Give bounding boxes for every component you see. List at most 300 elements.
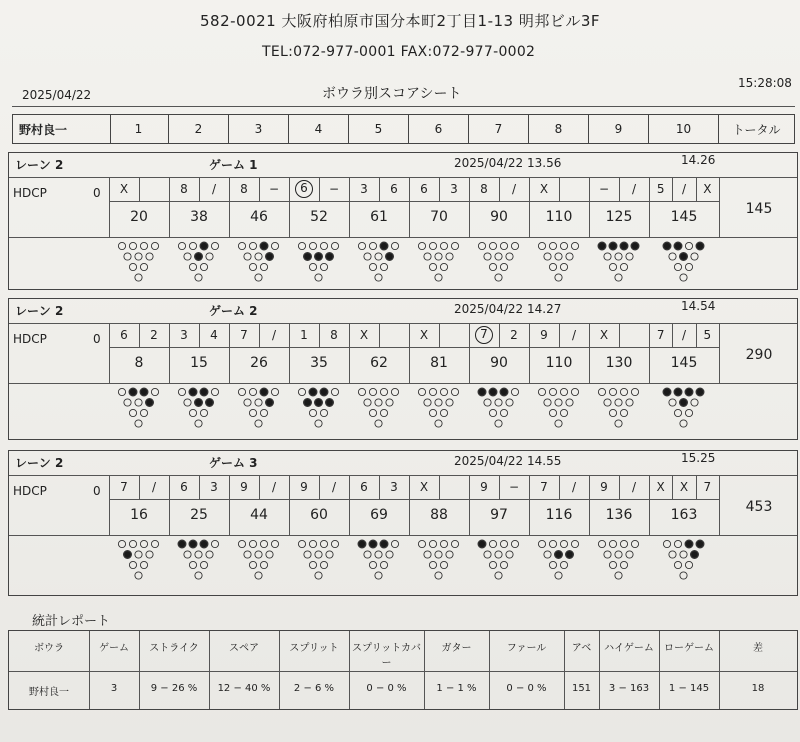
pin-9-down bbox=[140, 242, 147, 249]
pin-1-down bbox=[435, 572, 442, 579]
pin-9-standing bbox=[320, 388, 328, 396]
grid-line bbox=[499, 323, 500, 347]
grid-line bbox=[319, 177, 320, 201]
roll-mark: 9 bbox=[540, 328, 548, 342]
pin-8-down bbox=[549, 242, 556, 249]
roll-mark: − bbox=[598, 182, 610, 196]
pin-3-down bbox=[685, 561, 692, 568]
roll-mark: 2 bbox=[510, 328, 518, 342]
frame-number-1: 1 bbox=[109, 115, 169, 143]
pin-2-down bbox=[674, 409, 681, 416]
grid-line bbox=[599, 631, 600, 709]
grid-line bbox=[349, 177, 350, 237]
pin-9-down bbox=[560, 388, 567, 395]
cumulative-score: 35 bbox=[310, 355, 328, 371]
grid-line bbox=[109, 499, 719, 500]
pin-4-down bbox=[184, 253, 191, 260]
pin-diagram bbox=[417, 539, 461, 587]
pin-1-down bbox=[315, 274, 322, 281]
pin-3-down bbox=[560, 561, 567, 568]
pin-8-standing bbox=[129, 388, 137, 396]
header-time: 15:28:08 bbox=[738, 76, 792, 90]
pin-6-down bbox=[326, 551, 333, 558]
pin-diagram bbox=[417, 241, 461, 289]
header-date: 2025/04/22 bbox=[22, 88, 92, 102]
pin-2-down bbox=[129, 561, 136, 568]
grid-line bbox=[529, 177, 530, 237]
roll-mark: / bbox=[681, 182, 687, 196]
frame-number-7: 7 bbox=[469, 115, 529, 143]
pin-1-down bbox=[255, 274, 262, 281]
game-block-2 bbox=[8, 298, 798, 440]
grid-line bbox=[564, 631, 565, 709]
pin-8-standing bbox=[674, 388, 682, 396]
pin-9-down bbox=[620, 388, 627, 395]
pin-3-down bbox=[380, 561, 387, 568]
roll-mark: 6 bbox=[390, 182, 398, 196]
pin-8-down bbox=[369, 242, 376, 249]
pin-9-down bbox=[500, 242, 507, 249]
pin-9-down bbox=[440, 242, 447, 249]
cumulative-score: 8 bbox=[134, 355, 144, 371]
pin-9-down bbox=[440, 540, 447, 547]
stats-table bbox=[8, 630, 798, 710]
pin-diagram bbox=[177, 387, 221, 435]
game-end-time: 14.54 bbox=[681, 299, 716, 313]
grid-line bbox=[469, 475, 470, 535]
pin-diagram bbox=[662, 241, 706, 289]
cumulative-score: 25 bbox=[190, 507, 208, 523]
game-total: 145 bbox=[745, 201, 773, 217]
pin-8-down bbox=[129, 540, 136, 547]
pin-2-down bbox=[369, 561, 376, 568]
pin-10-down bbox=[391, 242, 398, 249]
pin-1-down bbox=[615, 572, 622, 579]
roll-mark: X bbox=[656, 480, 665, 494]
roll-mark: 8 bbox=[180, 182, 188, 196]
pin-8-standing bbox=[309, 388, 317, 396]
pin-diagram bbox=[357, 241, 401, 289]
pin-10-down bbox=[211, 540, 218, 547]
roll-mark: 7 bbox=[656, 328, 665, 342]
pin-1-down bbox=[555, 420, 562, 427]
pin-10-down bbox=[331, 242, 338, 249]
pin-6-down bbox=[386, 399, 393, 406]
cumulative-score: 130 bbox=[605, 355, 633, 371]
hdcp-value: 0 bbox=[93, 186, 101, 200]
pin-8-down bbox=[674, 540, 681, 547]
pin-5-down bbox=[555, 399, 562, 406]
pin-8-down bbox=[489, 242, 496, 249]
pin-2-down bbox=[429, 263, 436, 270]
pin-3-down bbox=[560, 263, 567, 270]
pin-9-standing bbox=[200, 242, 208, 250]
grid-line bbox=[199, 177, 200, 201]
pin-5-down bbox=[255, 399, 262, 406]
pin-diagram bbox=[597, 241, 641, 289]
pin-6-down bbox=[566, 399, 573, 406]
pin-10-standing bbox=[696, 388, 704, 396]
pin-3-down bbox=[685, 409, 692, 416]
pin-4-down bbox=[544, 253, 551, 260]
pin-10-down bbox=[511, 540, 518, 547]
pin-2-down bbox=[429, 409, 436, 416]
pin-8-down bbox=[609, 540, 616, 547]
stats-value-cell: 12 − 40 % bbox=[217, 683, 271, 694]
grid-line bbox=[719, 323, 720, 383]
pin-5-down bbox=[495, 253, 502, 260]
pin-3-down bbox=[440, 561, 447, 568]
frame-number-6: 6 bbox=[409, 115, 469, 143]
pin-7-down bbox=[538, 540, 545, 547]
pin-4-standing bbox=[304, 253, 312, 261]
pin-4-down bbox=[669, 253, 676, 260]
cumulative-score: 110 bbox=[545, 209, 573, 225]
game-start-time: 2025/04/22 14.55 bbox=[454, 454, 562, 468]
cumulative-score: 70 bbox=[430, 209, 448, 225]
pin-4-down bbox=[244, 551, 251, 558]
pin-diagram bbox=[297, 539, 341, 587]
pin-3-down bbox=[260, 409, 267, 416]
pin-2-down bbox=[489, 561, 496, 568]
pin-3-down bbox=[620, 409, 627, 416]
pin-5-down bbox=[315, 551, 322, 558]
pin-4-down bbox=[124, 399, 131, 406]
pin-7-standing bbox=[663, 388, 671, 396]
stats-header-cell: ストライク bbox=[149, 643, 199, 654]
roll-mark: − bbox=[508, 480, 520, 494]
pin-5-down bbox=[135, 551, 142, 558]
pin-1-down bbox=[135, 420, 142, 427]
stats-value-cell: 1 − 145 bbox=[668, 683, 710, 694]
pin-diagram bbox=[237, 539, 281, 587]
cumulative-score: 97 bbox=[490, 507, 508, 523]
pin-4-down bbox=[484, 399, 491, 406]
roll-mark: 9 bbox=[480, 480, 488, 494]
pin-diagram bbox=[477, 539, 521, 587]
pin-10-down bbox=[451, 242, 458, 249]
pin-1-down bbox=[435, 274, 442, 281]
pin-4-standing bbox=[124, 551, 132, 559]
pin-5-down bbox=[435, 253, 442, 260]
stats-header-cell: 差 bbox=[753, 643, 763, 654]
pin-2-down bbox=[309, 561, 316, 568]
cumulative-score: 163 bbox=[670, 507, 698, 523]
grid-line bbox=[199, 323, 200, 347]
lane-label: レーン 2 bbox=[15, 456, 64, 470]
pin-5-down bbox=[135, 399, 142, 406]
pin-8-down bbox=[429, 540, 436, 547]
pin-6-down bbox=[566, 253, 573, 260]
pin-6-standing bbox=[326, 399, 334, 407]
roll-mark: 3 bbox=[450, 182, 458, 196]
pin-1-down bbox=[555, 274, 562, 281]
pin-8-standing bbox=[189, 388, 197, 396]
grid-line bbox=[489, 631, 490, 709]
pin-3-down bbox=[560, 409, 567, 416]
pin-10-down bbox=[271, 540, 278, 547]
pin-1-down bbox=[680, 274, 687, 281]
roll-mark: 8 bbox=[240, 182, 248, 196]
pin-3-down bbox=[620, 561, 627, 568]
grid-line bbox=[619, 475, 620, 499]
pin-1-down bbox=[680, 572, 687, 579]
roll-mark: X bbox=[679, 480, 689, 494]
grid-line bbox=[9, 177, 797, 178]
pin-8-down bbox=[609, 388, 616, 395]
grid-line bbox=[424, 631, 425, 709]
roll-mark: 7 bbox=[240, 328, 248, 342]
pin-7-down bbox=[418, 540, 425, 547]
grid-line bbox=[109, 347, 719, 348]
grid-line bbox=[619, 177, 620, 201]
pin-4-down bbox=[424, 399, 431, 406]
pin-8-down bbox=[249, 540, 256, 547]
pin-9-standing bbox=[620, 242, 628, 250]
pin-10-down bbox=[571, 242, 578, 249]
roll-mark: 8 bbox=[330, 328, 338, 342]
pin-7-down bbox=[418, 242, 425, 249]
grid-line bbox=[139, 631, 140, 709]
pin-5-down bbox=[375, 253, 382, 260]
pin-2-down bbox=[249, 263, 256, 270]
pin-8-standing bbox=[369, 540, 377, 548]
cumulative-score: 145 bbox=[670, 355, 698, 371]
pin-8-down bbox=[429, 242, 436, 249]
grid-line bbox=[349, 475, 350, 535]
grid-line bbox=[659, 631, 660, 709]
roll-mark: − bbox=[268, 182, 280, 196]
pin-7-standing bbox=[478, 388, 486, 396]
roll-mark: / bbox=[271, 480, 277, 494]
pin-5-standing bbox=[195, 253, 203, 261]
pin-9-standing bbox=[685, 540, 693, 548]
pin-1-down bbox=[375, 274, 382, 281]
cumulative-score: 90 bbox=[490, 209, 508, 225]
pin-10-down bbox=[391, 388, 398, 395]
roll-mark: X bbox=[359, 328, 369, 342]
roll-mark: X bbox=[419, 480, 429, 494]
pin-5-down bbox=[555, 253, 562, 260]
cumulative-score: 52 bbox=[310, 209, 328, 225]
stats-header-cell: ローゲーム bbox=[664, 643, 714, 654]
pin-7-down bbox=[118, 540, 125, 547]
pin-1-down bbox=[315, 572, 322, 579]
grid-line bbox=[409, 177, 410, 237]
cumulative-score: 62 bbox=[370, 355, 388, 371]
pin-2-down bbox=[129, 263, 136, 270]
pin-6-down bbox=[626, 253, 633, 260]
grid-line bbox=[529, 323, 530, 383]
frame-number-4: 4 bbox=[289, 115, 349, 143]
pin-1-down bbox=[255, 420, 262, 427]
grid-line bbox=[229, 323, 230, 383]
pin-2-down bbox=[674, 263, 681, 270]
pin-2-down bbox=[489, 409, 496, 416]
grid-line bbox=[439, 475, 440, 499]
pin-9-standing bbox=[200, 388, 208, 396]
pin-7-down bbox=[238, 388, 245, 395]
pin-4-down bbox=[424, 253, 431, 260]
pin-10-down bbox=[511, 242, 518, 249]
grid-line bbox=[499, 177, 500, 201]
pin-10-down bbox=[631, 388, 638, 395]
pin-7-standing bbox=[358, 540, 366, 548]
frame-number-5: 5 bbox=[349, 115, 409, 143]
frame-number-2: 2 bbox=[169, 115, 229, 143]
pin-3-down bbox=[500, 263, 507, 270]
grid-line bbox=[259, 177, 260, 201]
pin-6-down bbox=[206, 551, 213, 558]
frames-header bbox=[12, 114, 795, 144]
pin-7-down bbox=[178, 242, 185, 249]
stats-value-cell: 野村良一 bbox=[29, 687, 69, 698]
pin-9-standing bbox=[500, 388, 508, 396]
pin-9-down bbox=[320, 540, 327, 547]
pin-1-down bbox=[495, 572, 502, 579]
pin-3-down bbox=[140, 409, 147, 416]
pin-8-down bbox=[489, 540, 496, 547]
pin-10-standing bbox=[696, 540, 704, 548]
pin-10-down bbox=[631, 540, 638, 547]
pin-7-down bbox=[598, 540, 605, 547]
grid-line bbox=[209, 631, 210, 709]
grid-line bbox=[589, 177, 590, 237]
pin-5-down bbox=[495, 551, 502, 558]
cumulative-score: 26 bbox=[250, 355, 268, 371]
pin-diagram bbox=[117, 539, 161, 587]
frame-number-8: 8 bbox=[529, 115, 589, 143]
pin-diagram bbox=[662, 387, 706, 435]
pin-8-down bbox=[129, 242, 136, 249]
roll-mark: X bbox=[119, 182, 129, 196]
grid-line bbox=[229, 475, 230, 535]
pin-1-down bbox=[195, 420, 202, 427]
stats-value-cell: 18 bbox=[751, 683, 765, 694]
stats-header-cell: アベ bbox=[571, 643, 592, 654]
roll-mark: / bbox=[571, 480, 577, 494]
pin-8-down bbox=[309, 540, 316, 547]
pin-6-down bbox=[691, 399, 698, 406]
roll-mark: 9 bbox=[240, 480, 248, 494]
pin-5-down bbox=[435, 399, 442, 406]
pin-7-down bbox=[238, 540, 245, 547]
pin-9-standing bbox=[380, 242, 388, 250]
grid-line bbox=[589, 475, 590, 535]
pin-2-down bbox=[549, 263, 556, 270]
pin-9-down bbox=[500, 540, 507, 547]
pin-3-down bbox=[260, 561, 267, 568]
pin-4-down bbox=[364, 253, 371, 260]
pin-7-standing bbox=[478, 540, 486, 548]
pin-6-down bbox=[146, 253, 153, 260]
pin-10-down bbox=[151, 388, 158, 395]
pin-4-down bbox=[244, 253, 251, 260]
grid-line bbox=[9, 671, 797, 672]
roll-mark: 7 bbox=[120, 480, 128, 494]
pin-diagram bbox=[597, 539, 641, 587]
stats-header-cell: スプリットカバー bbox=[352, 643, 421, 669]
grid-line bbox=[499, 475, 500, 499]
pin-2-down bbox=[609, 561, 616, 568]
pin-7-down bbox=[358, 388, 365, 395]
hdcp-value: 0 bbox=[93, 332, 101, 346]
cumulative-score: 61 bbox=[370, 209, 388, 225]
pin-7-down bbox=[358, 242, 365, 249]
pin-10-down bbox=[331, 388, 338, 395]
roll-mark: X bbox=[703, 182, 712, 196]
pin-1-down bbox=[255, 572, 262, 579]
cumulative-score: 88 bbox=[430, 507, 448, 523]
game-start-time: 2025/04/22 14.27 bbox=[454, 302, 562, 316]
cumulative-score: 60 bbox=[310, 507, 328, 523]
pin-6-standing bbox=[206, 399, 214, 407]
pin-3-down bbox=[320, 263, 327, 270]
pin-2-down bbox=[369, 409, 376, 416]
pin-5-down bbox=[255, 551, 262, 558]
pin-9-down bbox=[560, 242, 567, 249]
lane-label: レーン 2 bbox=[15, 158, 64, 172]
stats-header-cell: ボウラ bbox=[34, 643, 64, 654]
roll-mark: 2 bbox=[150, 328, 158, 342]
grid-line bbox=[169, 177, 170, 237]
roll-mark: 7 bbox=[703, 480, 712, 494]
pin-7-down bbox=[663, 540, 670, 547]
pin-10-down bbox=[571, 388, 578, 395]
pin-3-down bbox=[500, 561, 507, 568]
stats-value-cell: 151 bbox=[571, 683, 592, 694]
pin-10-down bbox=[451, 388, 458, 395]
pin-1-down bbox=[495, 420, 502, 427]
grid-line bbox=[349, 631, 350, 709]
pin-7-down bbox=[298, 242, 305, 249]
page-title: ボウラ別スコアシート bbox=[322, 86, 462, 102]
pin-4-down bbox=[184, 399, 191, 406]
grid-line bbox=[319, 475, 320, 499]
grid-line bbox=[619, 323, 620, 347]
header-address: 582-0021 大阪府柏原市国分本町2丁目1-13 明邦ビル3F bbox=[200, 12, 601, 30]
pin-5-standing bbox=[195, 399, 203, 407]
grid-line bbox=[319, 323, 320, 347]
cumulative-score: 16 bbox=[130, 507, 148, 523]
pin-8-standing bbox=[189, 540, 197, 548]
pin-diagram bbox=[177, 241, 221, 289]
grid-line bbox=[719, 177, 720, 237]
pin-5-standing bbox=[555, 551, 563, 559]
cumulative-score: 69 bbox=[370, 507, 388, 523]
grid-line bbox=[469, 323, 470, 383]
pin-6-down bbox=[266, 551, 273, 558]
pin-5-down bbox=[435, 551, 442, 558]
roll-mark: 6 bbox=[120, 328, 128, 342]
grid-line bbox=[719, 631, 720, 709]
roll-mark: / bbox=[631, 182, 637, 196]
pin-diagram bbox=[297, 387, 341, 435]
pin-8-down bbox=[249, 242, 256, 249]
header-tel-fax: TEL:072-977-0001 FAX:072-977-0002 bbox=[262, 44, 536, 60]
pin-2-down bbox=[309, 263, 316, 270]
grid-line bbox=[719, 475, 720, 535]
pin-6-down bbox=[506, 253, 513, 260]
pin-10-down bbox=[151, 540, 158, 547]
stats-value-cell: 2 − 6 % bbox=[293, 683, 335, 694]
grid-line bbox=[439, 323, 440, 347]
pin-10-down bbox=[511, 388, 518, 395]
game-total: 290 bbox=[745, 347, 773, 363]
grid-line bbox=[229, 177, 230, 237]
pin-4-down bbox=[604, 551, 611, 558]
pin-1-down bbox=[135, 274, 142, 281]
